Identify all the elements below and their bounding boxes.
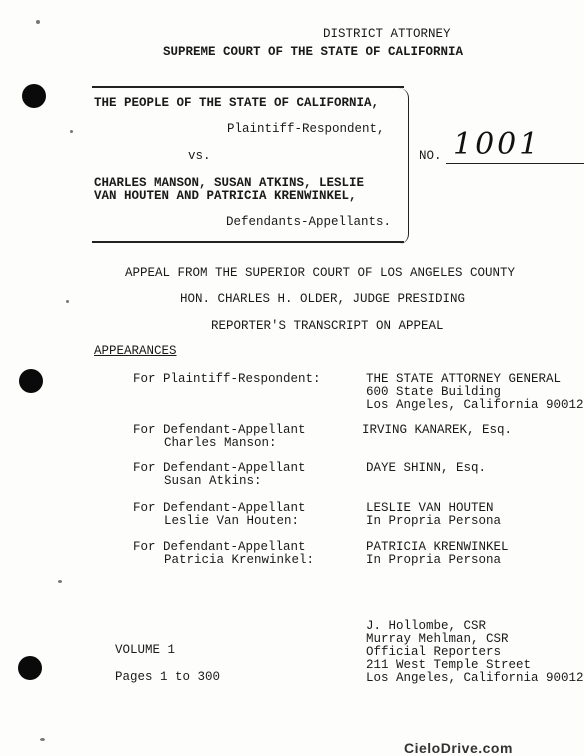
plaintiff-role: Plaintiff-Respondent, bbox=[227, 122, 385, 136]
counsel-ag-3: Los Angeles, California 90012 bbox=[366, 398, 584, 412]
reporter-line-4: 211 West Temple Street bbox=[366, 658, 532, 672]
volume-label: VOLUME 1 bbox=[115, 643, 176, 657]
party-van-houten: For Defendant-Appellant bbox=[133, 501, 306, 515]
reporter-line-5: Los Angeles, California 90012 bbox=[366, 671, 584, 685]
case-number-label: NO. bbox=[419, 149, 442, 163]
scan-speck bbox=[66, 300, 69, 303]
punch-hole-top bbox=[22, 84, 46, 108]
office-label: DISTRICT ATTORNEY bbox=[323, 27, 451, 41]
appeal-line-3: REPORTER'S TRANSCRIPT ON APPEAL bbox=[211, 319, 444, 333]
counsel-van-houten-2: In Propria Persona bbox=[366, 514, 502, 528]
scan-speck bbox=[40, 738, 45, 741]
counsel-kanarek: IRVING KANAREK, Esq. bbox=[362, 423, 513, 437]
party-manson: For Defendant-Appellant bbox=[133, 423, 306, 437]
plaintiff-name: THE PEOPLE OF THE STATE OF CALIFORNIA, bbox=[94, 96, 380, 110]
caption-bottom-rule bbox=[92, 241, 404, 243]
reporter-line-3: Official Reporters bbox=[366, 645, 502, 659]
versus: vs. bbox=[188, 149, 211, 163]
counsel-ag-1: THE STATE ATTORNEY GENERAL bbox=[366, 372, 562, 386]
defendants-line-2: VAN HOUTEN AND PATRICIA KRENWINKEL, bbox=[94, 189, 357, 203]
party-van-houten-name: Leslie Van Houten: bbox=[164, 514, 300, 528]
defendants-role: Defendants-Appellants. bbox=[226, 215, 392, 229]
party-atkins: For Defendant-Appellant bbox=[133, 461, 306, 475]
punch-hole-bottom bbox=[18, 656, 42, 680]
party-krenwinkel-name: Patricia Krenwinkel: bbox=[164, 553, 315, 567]
appearances-heading: APPEARANCES bbox=[94, 344, 177, 358]
party-krenwinkel: For Defendant-Appellant bbox=[133, 540, 306, 554]
case-number-handwritten: 1001 bbox=[453, 127, 542, 162]
counsel-van-houten-1: LESLIE VAN HOUTEN bbox=[366, 501, 494, 515]
counsel-krenwinkel-2: In Propria Persona bbox=[366, 553, 502, 567]
party-manson-name: Charles Manson: bbox=[164, 436, 277, 450]
appeal-line-1: APPEAL FROM THE SUPERIOR COURT OF LOS ANGELES COUNTY bbox=[125, 266, 516, 280]
watermark-logo: CieloDrive.com bbox=[404, 740, 513, 756]
scan-speck bbox=[36, 20, 40, 24]
pages-label: Pages 1 to 300 bbox=[115, 670, 221, 684]
caption-bracket bbox=[398, 88, 409, 244]
case-number-rule bbox=[446, 163, 584, 164]
reporter-line-2: Murray Mehlman, CSR bbox=[366, 632, 509, 646]
counsel-krenwinkel-1: PATRICIA KRENWINKEL bbox=[366, 540, 509, 554]
scan-speck bbox=[70, 130, 73, 133]
counsel-shinn: DAYE SHINN, Esq. bbox=[366, 461, 487, 475]
party-atkins-name: Susan Atkins: bbox=[164, 474, 262, 488]
defendants-line-1: CHARLES MANSON, SUSAN ATKINS, LESLIE bbox=[94, 176, 365, 190]
scan-speck bbox=[58, 580, 62, 583]
punch-hole-middle bbox=[19, 369, 43, 393]
counsel-ag-2: 600 State Building bbox=[366, 385, 502, 399]
reporter-line-1: J. Hollombe, CSR bbox=[366, 619, 487, 633]
appeal-line-2: HON. CHARLES H. OLDER, JUDGE PRESIDING bbox=[180, 292, 466, 306]
caption-top-rule bbox=[92, 86, 404, 88]
party-plaintiff: For Plaintiff-Respondent: bbox=[133, 372, 321, 386]
court-title: SUPREME COURT OF THE STATE OF CALIFORNIA bbox=[163, 45, 464, 59]
